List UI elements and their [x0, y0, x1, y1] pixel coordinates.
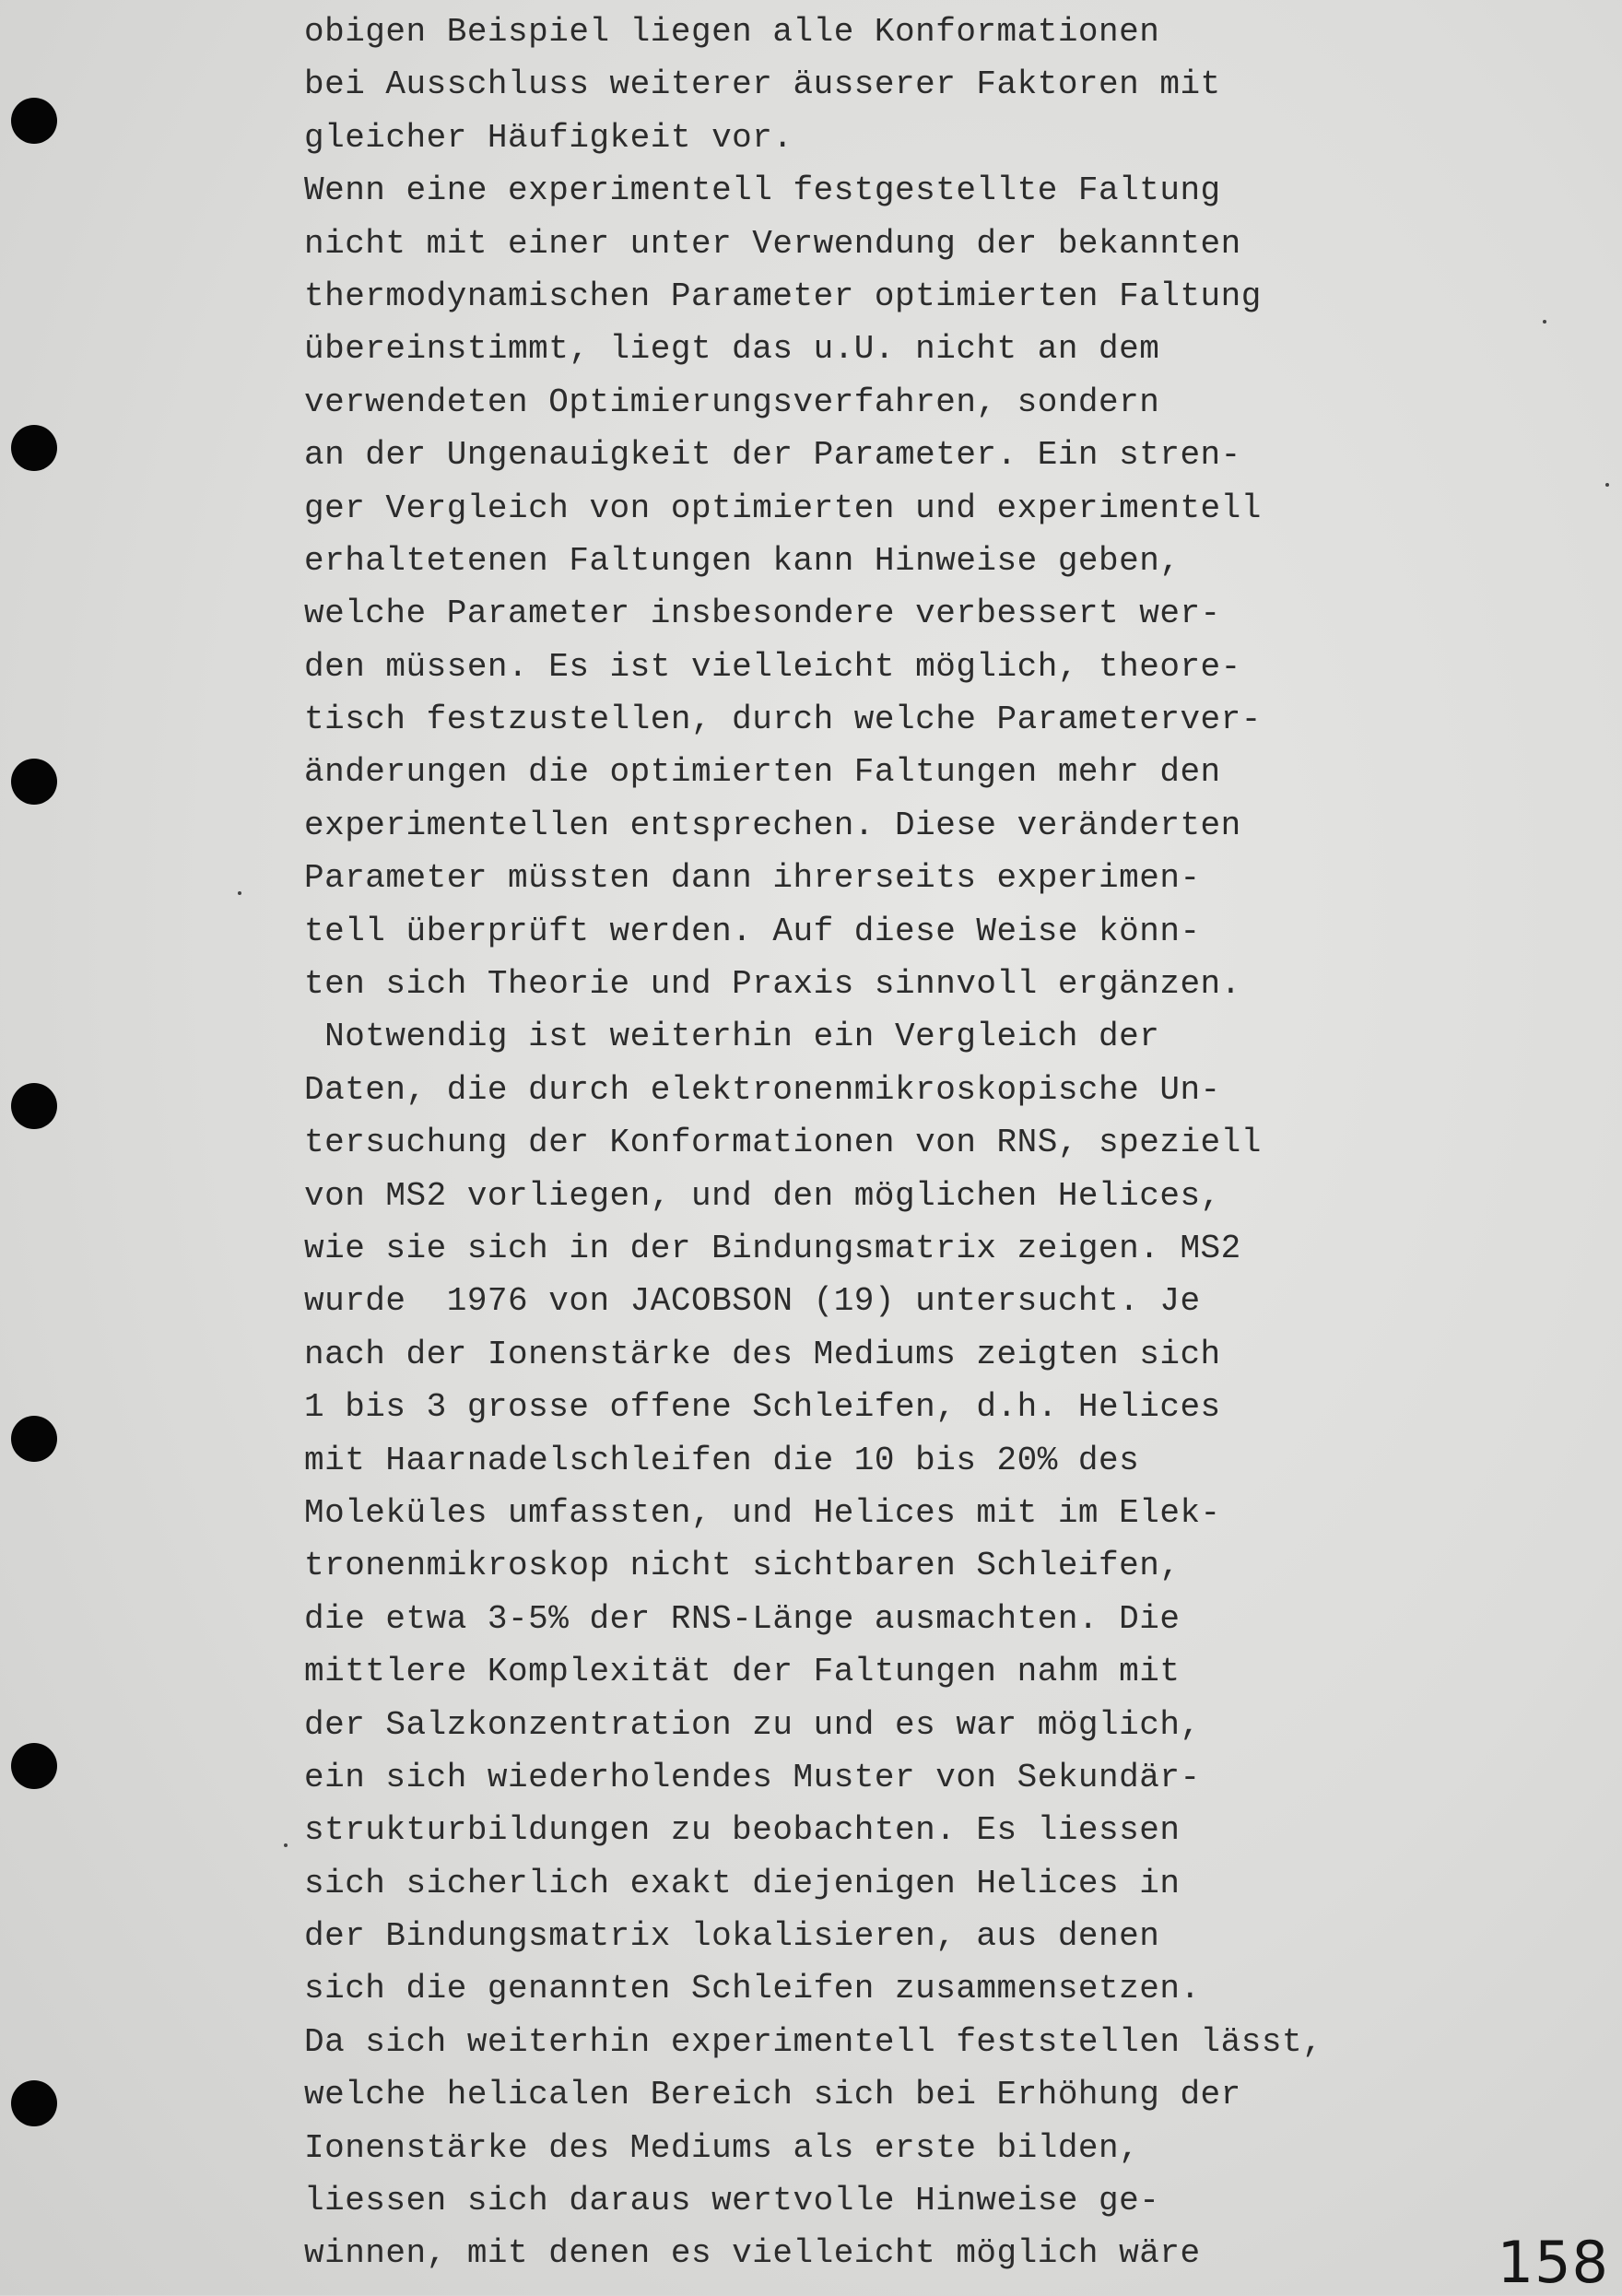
text-line: welche Parameter insbesondere verbessert wer-: [304, 595, 1221, 633]
text-line: an der Ungenauigkeit der Parameter. Ein stren-: [304, 436, 1241, 475]
text-line: obigen Beispiel liegen alle Konformationen: [304, 13, 1160, 51]
text-line: der Salzkonzentration zu und es war möglich,: [304, 1705, 1201, 1744]
text-line: sich die genannten Schleifen zusammensetzen.: [304, 1970, 1201, 2008]
text-line: 1 bis 3 grosse offene Schleifen, d.h. Helices: [304, 1388, 1221, 1427]
text-line: Ionenstärke des Mediums als erste bilden,: [304, 2128, 1140, 2167]
text-line: wurde 1976 von JACOBSON (19) untersucht. Je: [304, 1282, 1201, 1321]
text-line: bei Ausschluss weiterer äusserer Faktoren mit: [304, 65, 1221, 104]
text-line: den müssen. Es ist vielleicht möglich, theore-: [304, 647, 1241, 686]
punch-hole: [11, 2080, 57, 2126]
text-line: winnen, mit denen es vielleicht möglich wäre: [304, 2234, 1201, 2273]
text-line: sich sicherlich exakt diejenigen Helices in: [304, 1864, 1181, 1902]
text-line: welche helicalen Bereich sich bei Erhöhung der: [304, 2076, 1241, 2114]
text-line: thermodynamischen Parameter optimierten Faltung: [304, 277, 1262, 315]
typewritten-text-block: [304, 6, 1493, 2280]
text-line: tersuchung der Konformationen von RNS, speziell: [304, 1124, 1262, 1162]
paper-speck: [1605, 483, 1609, 487]
text-line: von MS2 vorliegen, und den möglichen Helices,: [304, 1176, 1221, 1215]
text-line: mit Haarnadelschleifen die 10 bis 20% des: [304, 1441, 1140, 1479]
text-line: strukturbildungen zu beobachten. Es liessen: [304, 1811, 1181, 1850]
paper-speck: [1543, 320, 1546, 324]
text-line: tronenmikroskop nicht sichtbaren Schleifen,: [304, 1547, 1181, 1585]
text-line: ten sich Theorie und Praxis sinnvoll ergänzen.: [304, 965, 1241, 1004]
text-line: der Bindungsmatrix lokalisieren, aus denen: [304, 1917, 1160, 1956]
text-line: Daten, die durch elektronenmikroskopische Un-: [304, 1070, 1221, 1109]
punch-hole: [11, 1743, 57, 1789]
text-line: wie sie sich in der Bindungsmatrix zeigen. MS2: [304, 1229, 1241, 1267]
punch-hole: [11, 98, 57, 144]
text-line: Wenn eine experimentell festgestellte Faltung: [304, 171, 1221, 210]
text-line: die etwa 3-5% der RNS-Länge ausmachten. Die: [304, 1599, 1181, 1638]
punch-hole: [11, 759, 57, 805]
text-line: ein sich wiederholendes Muster von Sekundär-: [304, 1758, 1201, 1796]
text-line: Notwendig ist weiterhin ein Vergleich der: [304, 1018, 1160, 1056]
text-line: übereinstimmt, liegt das u.U. nicht an dem: [304, 330, 1160, 369]
text-line: liessen sich daraus wertvolle Hinweise ge-: [304, 2182, 1160, 2220]
text-line: Parameter müssten dann ihrerseits experimen-: [304, 859, 1201, 898]
text-line: tell überprüft werden. Auf diese Weise könn-: [304, 912, 1201, 950]
text-line: Moleküles umfassten, und Helices mit im Elek-: [304, 1493, 1221, 1532]
punch-hole: [11, 425, 57, 471]
text-line: experimentellen entsprechen. Diese veränderten: [304, 806, 1241, 844]
text-line: nach der Ionenstärke des Mediums zeigten sich: [304, 1335, 1221, 1373]
paper-speck: [238, 891, 241, 895]
punch-hole: [11, 1083, 57, 1129]
paper-speck: [284, 1843, 288, 1847]
text-line: verwendeten Optimierungsverfahren, sondern: [304, 383, 1160, 421]
page-number: 158: [1497, 2229, 1609, 2296]
punch-hole: [11, 1416, 57, 1462]
text-line: mittlere Komplexität der Faltungen nahm mit: [304, 1653, 1181, 1691]
text-line: erhaltetenen Faltungen kann Hinweise geben,: [304, 541, 1181, 580]
text-line: ger Vergleich von optimierten und experimentell: [304, 489, 1262, 527]
text-line: änderungen die optimierten Faltungen mehr den: [304, 753, 1221, 792]
text-line: tisch festzustellen, durch welche Parameterver-: [304, 701, 1262, 739]
text-line: nicht mit einer unter Verwendung der bekannten: [304, 224, 1241, 263]
text-line: gleicher Häufigkeit vor.: [304, 118, 793, 157]
text-line: Da sich weiterhin experimentell feststellen lässt,: [304, 2022, 1323, 2061]
